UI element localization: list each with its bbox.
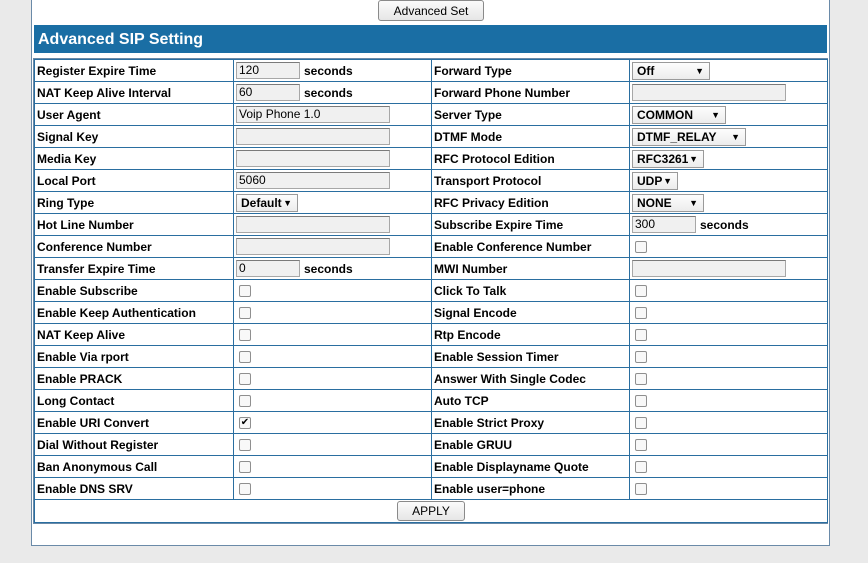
field-label-transfer-expire-time: Transfer Expire Time xyxy=(35,258,234,280)
enable-displayname-quote-checkbox[interactable] xyxy=(635,461,647,473)
forward-type-selected-value: Off xyxy=(637,63,655,78)
field-label-enable-subscribe: Enable Subscribe xyxy=(35,280,234,302)
field-label-signal-encode: Signal Encode xyxy=(432,302,630,324)
field-cell-forward-phone-number xyxy=(630,82,828,104)
dial-without-register-checkbox[interactable] xyxy=(239,439,251,451)
setting-row xyxy=(35,390,828,412)
field-label-enable-displayname-quote: Enable Displayname Quote xyxy=(432,456,630,478)
apply-row xyxy=(35,500,828,523)
field-cell-enable-user-phone xyxy=(630,478,828,500)
field-label-register-expire-time: Register Expire Time xyxy=(35,60,234,82)
transport-protocol-selected-value: UDP xyxy=(637,173,663,188)
setting-row xyxy=(35,412,828,434)
field-label-enable-strict-proxy: Enable Strict Proxy xyxy=(432,412,630,434)
field-label-server-type: Server Type xyxy=(432,104,630,126)
field-cell-transport-protocol xyxy=(630,170,828,192)
enable-strict-proxy-checkbox[interactable] xyxy=(635,417,647,429)
nat-keep-alive-interval-input[interactable]: 60 xyxy=(236,84,300,101)
field-cell-register-expire-time xyxy=(234,60,432,82)
field-cell-forward-type xyxy=(630,60,828,82)
field-label-dial-without-register: Dial Without Register xyxy=(35,434,234,456)
setting-row xyxy=(35,214,828,236)
field-cell-dial-without-register xyxy=(234,434,432,456)
setting-row xyxy=(35,104,828,126)
setting-row xyxy=(35,170,828,192)
field-cell-transfer-expire-time xyxy=(234,258,432,280)
field-cell-enable-keep-authentication xyxy=(234,302,432,324)
field-label-nat-keep-alive: NAT Keep Alive xyxy=(35,324,234,346)
field-label-enable-user-phone: Enable user=phone xyxy=(432,478,630,500)
transport-protocol-select[interactable] xyxy=(632,172,678,190)
field-label-mwi-number: MWI Number xyxy=(432,258,630,280)
rfc-protocol-edition-selected-value: RFC3261 xyxy=(637,151,689,166)
chevron-down-icon: ▼ xyxy=(663,175,672,186)
setting-row xyxy=(35,368,828,390)
server-type-selected-value: COMMON xyxy=(637,107,693,122)
field-label-auto-tcp: Auto TCP xyxy=(432,390,630,412)
field-label-rfc-privacy-edition: RFC Privacy Edition xyxy=(432,192,630,214)
setting-row xyxy=(35,258,828,280)
field-cell-enable-via-rport xyxy=(234,346,432,368)
field-cell-ring-type xyxy=(234,192,432,214)
rfc-privacy-edition-selected-value: NONE xyxy=(637,195,672,210)
setting-row xyxy=(35,192,828,214)
signal-encode-checkbox[interactable] xyxy=(635,307,647,319)
field-label-ring-type: Ring Type xyxy=(35,192,234,214)
setting-row xyxy=(35,324,828,346)
field-label-subscribe-expire-time: Subscribe Expire Time xyxy=(432,214,630,236)
field-label-forward-type: Forward Type xyxy=(432,60,630,82)
local-port-input[interactable]: 5060 xyxy=(236,172,390,189)
field-cell-enable-displayname-quote xyxy=(630,456,828,478)
field-cell-signal-key xyxy=(234,126,432,148)
field-cell-local-port xyxy=(234,170,432,192)
field-label-rfc-protocol-edition: RFC Protocol Edition xyxy=(432,148,630,170)
field-label-answer-with-single-codec: Answer With Single Codec xyxy=(432,368,630,390)
setting-row xyxy=(35,236,828,258)
field-label-ban-anonymous-call: Ban Anonymous Call xyxy=(35,456,234,478)
field-label-media-key: Media Key xyxy=(35,148,234,170)
field-cell-click-to-talk xyxy=(630,280,828,302)
section-title: Advanced SIP Setting xyxy=(34,25,827,53)
settings-grid xyxy=(33,58,828,524)
field-cell-nat-keep-alive-interval xyxy=(234,82,432,104)
ring-type-selected-value: Default xyxy=(241,195,282,210)
field-cell-conference-number xyxy=(234,236,432,258)
ban-anonymous-call-checkbox[interactable] xyxy=(239,461,251,473)
enable-subscribe-checkbox[interactable] xyxy=(239,285,251,297)
enable-dns-srv-checkbox[interactable] xyxy=(239,483,251,495)
setting-row xyxy=(35,82,828,104)
field-cell-user-agent xyxy=(234,104,432,126)
enable-via-rport-checkbox[interactable] xyxy=(239,351,251,363)
field-cell-rtp-encode xyxy=(630,324,828,346)
setting-row xyxy=(35,60,828,82)
subscribe-expire-time-unit-label: seconds xyxy=(700,217,749,232)
field-cell-enable-subscribe xyxy=(234,280,432,302)
field-cell-enable-uri-convert xyxy=(234,412,432,434)
field-label-user-agent: User Agent xyxy=(35,104,234,126)
field-cell-answer-with-single-codec xyxy=(630,368,828,390)
field-label-rtp-encode: Rtp Encode xyxy=(432,324,630,346)
rfc-privacy-edition-select[interactable] xyxy=(632,194,704,212)
field-cell-subscribe-expire-time xyxy=(630,214,828,236)
field-label-enable-conference-number: Enable Conference Number xyxy=(432,236,630,258)
nat-keep-alive-interval-unit-label: seconds xyxy=(304,85,353,100)
settings-table xyxy=(34,59,828,523)
field-label-enable-gruu: Enable GRUU xyxy=(432,434,630,456)
transfer-expire-time-unit-label: seconds xyxy=(304,261,353,276)
field-label-dtmf-mode: DTMF Mode xyxy=(432,126,630,148)
server-type-select[interactable] xyxy=(632,106,726,124)
enable-user-phone-checkbox[interactable] xyxy=(635,483,647,495)
field-label-long-contact: Long Contact xyxy=(35,390,234,412)
field-label-hot-line-number: Hot Line Number xyxy=(35,214,234,236)
field-cell-server-type xyxy=(630,104,828,126)
enable-keep-authentication-checkbox[interactable] xyxy=(239,307,251,319)
field-label-local-port: Local Port xyxy=(35,170,234,192)
field-cell-mwi-number xyxy=(630,258,828,280)
field-label-nat-keep-alive-interval: NAT Keep Alive Interval xyxy=(35,82,234,104)
enable-session-timer-checkbox[interactable] xyxy=(635,351,647,363)
register-expire-time-unit-label: seconds xyxy=(304,63,353,78)
field-cell-enable-gruu xyxy=(630,434,828,456)
chevron-down-icon: ▼ xyxy=(711,109,720,120)
mwi-number-input[interactable] xyxy=(632,260,786,277)
ring-type-select[interactable] xyxy=(236,194,298,212)
answer-with-single-codec-checkbox[interactable] xyxy=(635,373,647,385)
forward-type-select[interactable] xyxy=(632,62,710,80)
signal-key-input[interactable] xyxy=(236,128,390,145)
dtmf-mode-select[interactable] xyxy=(632,128,746,146)
chevron-down-icon: ▼ xyxy=(731,131,740,142)
field-cell-enable-strict-proxy xyxy=(630,412,828,434)
field-cell-enable-dns-srv xyxy=(234,478,432,500)
field-label-enable-keep-authentication: Enable Keep Authentication xyxy=(35,302,234,324)
click-to-talk-checkbox[interactable] xyxy=(635,285,647,297)
field-cell-media-key xyxy=(234,148,432,170)
conference-number-input[interactable] xyxy=(236,238,390,255)
long-contact-checkbox[interactable] xyxy=(239,395,251,407)
field-cell-ban-anonymous-call xyxy=(234,456,432,478)
field-label-forward-phone-number: Forward Phone Number xyxy=(432,82,630,104)
field-cell-enable-prack xyxy=(234,368,432,390)
setting-row xyxy=(35,126,828,148)
field-label-signal-key: Signal Key xyxy=(35,126,234,148)
nat-keep-alive-checkbox[interactable] xyxy=(239,329,251,341)
field-label-enable-prack: Enable PRACK xyxy=(35,368,234,390)
apply-button[interactable]: APPLY xyxy=(397,501,465,521)
user-agent-input[interactable]: Voip Phone 1.0 xyxy=(236,106,390,123)
advanced-set-button[interactable]: Advanced Set xyxy=(378,0,484,21)
field-cell-hot-line-number xyxy=(234,214,432,236)
field-label-click-to-talk: Click To Talk xyxy=(432,280,630,302)
field-cell-signal-encode xyxy=(630,302,828,324)
chevron-down-icon: ▼ xyxy=(689,153,698,164)
auto-tcp-checkbox[interactable] xyxy=(635,395,647,407)
setting-row xyxy=(35,346,828,368)
setting-row xyxy=(35,280,828,302)
chevron-down-icon: ▼ xyxy=(689,197,698,208)
register-expire-time-input[interactable]: 120 xyxy=(236,62,300,79)
field-cell-rfc-protocol-edition xyxy=(630,148,828,170)
forward-phone-number-input[interactable] xyxy=(632,84,786,101)
dtmf-mode-selected-value: DTMF_RELAY xyxy=(637,129,717,144)
chevron-down-icon: ▼ xyxy=(695,65,704,76)
field-label-enable-via-rport: Enable Via rport xyxy=(35,346,234,368)
field-label-enable-session-timer: Enable Session Timer xyxy=(432,346,630,368)
field-cell-enable-conference-number xyxy=(630,236,828,258)
field-cell-dtmf-mode xyxy=(630,126,828,148)
field-label-enable-dns-srv: Enable DNS SRV xyxy=(35,478,234,500)
enable-prack-checkbox[interactable] xyxy=(239,373,251,385)
setting-row xyxy=(35,148,828,170)
setting-row xyxy=(35,456,828,478)
field-label-transport-protocol: Transport Protocol xyxy=(432,170,630,192)
chevron-down-icon: ▼ xyxy=(283,197,292,208)
field-label-conference-number: Conference Number xyxy=(35,236,234,258)
enable-gruu-checkbox[interactable] xyxy=(635,439,647,451)
rfc-protocol-edition-select[interactable] xyxy=(632,150,704,168)
field-cell-rfc-privacy-edition xyxy=(630,192,828,214)
subscribe-expire-time-input[interactable]: 300 xyxy=(632,216,696,233)
setting-row xyxy=(35,434,828,456)
field-cell-enable-session-timer xyxy=(630,346,828,368)
media-key-input[interactable] xyxy=(236,150,390,167)
setting-row xyxy=(35,302,828,324)
rtp-encode-checkbox[interactable] xyxy=(635,329,647,341)
hot-line-number-input[interactable] xyxy=(236,216,390,233)
field-cell-nat-keep-alive xyxy=(234,324,432,346)
field-cell-long-contact xyxy=(234,390,432,412)
setting-row xyxy=(35,478,828,500)
enable-conference-number-checkbox[interactable] xyxy=(635,241,647,253)
transfer-expire-time-input[interactable]: 0 xyxy=(236,260,300,277)
field-label-enable-uri-convert: Enable URI Convert xyxy=(35,412,234,434)
enable-uri-convert-checkbox[interactable] xyxy=(239,417,251,429)
checkmark-icon: ✔ xyxy=(240,417,250,429)
field-cell-auto-tcp xyxy=(630,390,828,412)
